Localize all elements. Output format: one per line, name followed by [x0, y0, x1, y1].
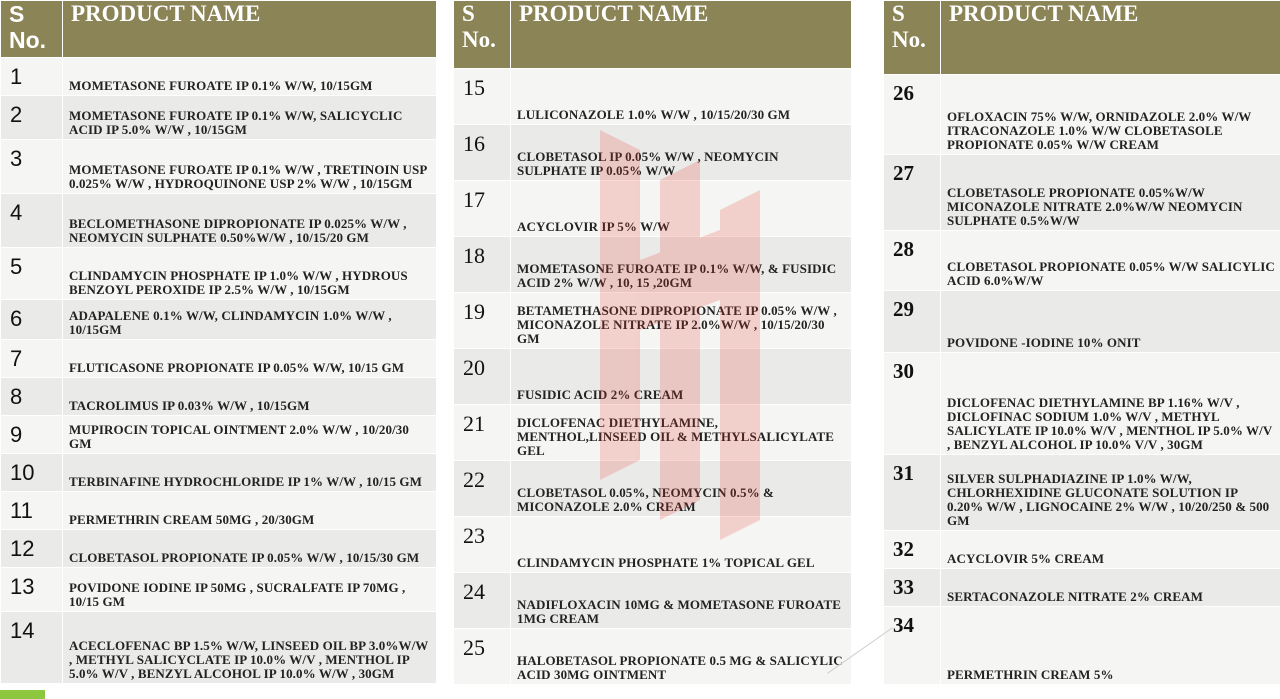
serial-number: 15 — [454, 69, 511, 125]
table-row — [884, 155, 1280, 231]
serial-number: 31 — [884, 455, 941, 531]
table-row — [884, 455, 1280, 531]
serial-number: 21 — [454, 405, 511, 461]
product-table-3 — [883, 0, 1280, 685]
table-row — [454, 181, 852, 237]
product-name: BETAMETHASONE DIPROPIONATE IP 0.05% W/W , MICONAZOLE NITRATE IP 2.0%W/W , 10/15/20/30 GM — [511, 293, 852, 349]
product-name: CLINDAMYCIN PHOSPHATE IP 1.0% W/W , HYDROUS BENZOYL PEROXIDE IP 2.5% W/W , 10/15GM — [63, 248, 437, 300]
serial-number: 23 — [454, 517, 511, 573]
table-row — [1, 96, 437, 140]
product-name-header: PRODUCT NAME — [63, 1, 437, 58]
table-row — [454, 405, 852, 461]
product-name: NADIFLOXACIN 10MG & MOMETASONE FUROATE 1MG CREAM — [511, 573, 852, 629]
table-row — [454, 349, 852, 405]
table-row — [454, 629, 852, 685]
product-name: MUPIROCIN TOPICAL OINTMENT 2.0% W/W , 10/20/30 GM — [63, 416, 437, 454]
table-row — [1, 612, 437, 684]
product-name: CLOBETASOL PROPIONATE IP 0.05% W/W , 10/15/30 GM — [63, 530, 437, 568]
serial-number: 24 — [454, 573, 511, 629]
serial-number: 25 — [454, 629, 511, 685]
table-row — [884, 291, 1280, 353]
serial-number: 8 — [1, 378, 63, 416]
table-header-row — [884, 1, 1280, 75]
table-row — [1, 568, 437, 612]
product-name: FUSIDIC ACID 2% CREAM — [511, 349, 852, 405]
serial-number: 16 — [454, 125, 511, 181]
table-row — [1, 492, 437, 530]
product-name: MOMETASONE FUROATE IP 0.1% W/W, 10/15GM — [63, 58, 437, 96]
table-row — [454, 517, 852, 573]
table-row — [1, 194, 437, 248]
serial-number: 5 — [1, 248, 63, 300]
table-row — [1, 58, 437, 96]
product-name: BECLOMETHASONE DIPROPIONATE IP 0.025% W/W , NEOMYCIN SULPHATE 0.50%W/W , 10/15/20 GM — [63, 194, 437, 248]
product-name: CLOBETASOLE PROPIONATE 0.05%W/W MICONAZOLE NITRATE 2.0%W/W NEOMYCIN SULPHATE 0.5%W/W — [941, 155, 1280, 231]
serial-number: 18 — [454, 237, 511, 293]
product-name: PERMETHRIN CREAM 5% — [941, 607, 1280, 685]
product-table-1 — [0, 0, 437, 684]
table-row — [1, 454, 437, 492]
table-row — [1, 378, 437, 416]
serial-number: 26 — [884, 75, 941, 155]
product-name: TACROLIMUS IP 0.03% W/W , 10/15GM — [63, 378, 437, 416]
product-name: POVIDONE IODINE IP 50MG , SUCRALFATE IP 70MG , 10/15 GM — [63, 568, 437, 612]
product-name: HALOBETASOL PROPIONATE 0.5 MG & SALICYLIC ACID 30MG OINTMENT — [511, 629, 852, 685]
product-name: FLUTICASONE PROPIONATE IP 0.05% W/W, 10/15 GM — [63, 340, 437, 378]
table-row — [884, 569, 1280, 607]
table-row — [884, 75, 1280, 155]
table-row — [884, 607, 1280, 685]
product-name: MOMETASONE FUROATE IP 0.1% W/W, SALICYCLIC ACID IP 5.0% W/W , 10/15GM — [63, 96, 437, 140]
serial-number: 22 — [454, 461, 511, 517]
table-row — [1, 300, 437, 340]
product-name: OFLOXACIN 75% W/W, ORNIDAZOLE 2.0% W/W ITRACONAZOLE 1.0% W/W CLOBETASOLE PROPIONATE 0.05% W/W CREAM — [941, 75, 1280, 155]
product-name: ACECLOFENAC BP 1.5% W/W, LINSEED OIL BP 3.0%W/W , METHYL SALICYCLATE IP 10.0% W/V , MENTHOL IP 5.0% W/V , BENZYL ALCOHOL IP 10.0% W/W , 30GM — [63, 612, 437, 684]
serial-number: 28 — [884, 231, 941, 291]
product-name-header: PRODUCT NAME — [941, 1, 1280, 75]
product-name: ACYCLOVIR 5% CREAM — [941, 531, 1280, 569]
serial-number: 33 — [884, 569, 941, 607]
product-name: ADAPALENE 0.1% W/W, CLINDAMYCIN 1.0% W/W , 10/15GM — [63, 300, 437, 340]
table-row — [454, 461, 852, 517]
product-name: MOMETASONE FUROATE IP 0.1% W/W, & FUSIDIC ACID 2% W/W , 10, 15 ,20GM — [511, 237, 852, 293]
serial-number: 10 — [1, 454, 63, 492]
product-name: ACYCLOVIR IP 5% W/W — [511, 181, 852, 237]
product-name: CLOBETASOL PROPIONATE 0.05% W/W SALICYLIC ACID 6.0%W/W — [941, 231, 1280, 291]
product-name: PERMETHRIN CREAM 50MG , 20/30GM — [63, 492, 437, 530]
product-name: SILVER SULPHADIAZINE IP 1.0% W/W, CHLORHEXIDINE GLUCONATE SOLUTION IP 0.20% W/W , LIGNOCAINE 2% W/W , 10/20/250 & 500 GM — [941, 455, 1280, 531]
product-name: DICLOFENAC DIETHYLAMINE, MENTHOL,LINSEED OIL & METHYLSALICYLATE GEL — [511, 405, 852, 461]
product-name: POVIDONE -IODINE 10% ONIT — [941, 291, 1280, 353]
serial-number: 2 — [1, 96, 63, 140]
serial-number: 4 — [1, 194, 63, 248]
serial-number: 27 — [884, 155, 941, 231]
serial-number: 20 — [454, 349, 511, 405]
serial-number: 34 — [884, 607, 941, 685]
serial-number: 11 — [1, 492, 63, 530]
serial-number: 12 — [1, 530, 63, 568]
serial-number: 14 — [1, 612, 63, 684]
product-name: CLOBETASOL IP 0.05% W/W , NEOMYCIN SULPHATE IP 0.05% W/W — [511, 125, 852, 181]
table-row — [454, 237, 852, 293]
table-row — [884, 531, 1280, 569]
product-name: MOMETASONE FUROATE IP 0.1% W/W , TRETINOIN USP 0.025% W/W , HYDROQUINONE USP 2% W/W , 10/15GM — [63, 140, 437, 194]
serial-number: 32 — [884, 531, 941, 569]
serial-number: 30 — [884, 353, 941, 455]
serial-number: 1 — [1, 58, 63, 96]
table-row — [454, 293, 852, 349]
product-name: CLOBETASOL 0.05%, NEOMYCIN 0.5% & MICONAZOLE 2.0% CREAM — [511, 461, 852, 517]
table-row — [884, 231, 1280, 291]
sno-header: S No. — [1, 1, 63, 58]
serial-number: 3 — [1, 140, 63, 194]
table-row — [1, 248, 437, 300]
table-row — [1, 416, 437, 454]
table-row — [454, 573, 852, 629]
table-row — [1, 530, 437, 568]
table-row — [454, 69, 852, 125]
product-name-header: PRODUCT NAME — [511, 1, 852, 69]
table-row — [454, 125, 852, 181]
product-name: DICLOFENAC DIETHYLAMINE BP 1.16% W/V , DICLOFINAC SODIUM 1.0% W/V , METHYL SALICYLATE IP 10.0% W/V , MENTHOL IP 5.0% W/V , BENZYL ALCOHOL IP 10.0% V/V , 30GM — [941, 353, 1280, 455]
sno-header: S No. — [454, 1, 511, 69]
serial-number: 29 — [884, 291, 941, 353]
serial-number: 6 — [1, 300, 63, 340]
product-name: CLINDAMYCIN PHOSPHATE 1% TOPICAL GEL — [511, 517, 852, 573]
table-header-row — [1, 1, 437, 58]
serial-number: 9 — [1, 416, 63, 454]
product-name: SERTACONAZOLE NITRATE 2% CREAM — [941, 569, 1280, 607]
product-table-2 — [453, 0, 852, 685]
table-row — [1, 340, 437, 378]
table-row — [884, 353, 1280, 455]
serial-number: 19 — [454, 293, 511, 349]
accent-strip — [0, 690, 45, 699]
sno-header: S No. — [884, 1, 941, 75]
table-header-row — [454, 1, 852, 69]
table-row — [1, 140, 437, 194]
product-name: TERBINAFINE HYDROCHLORIDE IP 1% W/W , 10/15 GM — [63, 454, 437, 492]
serial-number: 7 — [1, 340, 63, 378]
product-name: LULICONAZOLE 1.0% W/W , 10/15/20/30 GM — [511, 69, 852, 125]
serial-number: 13 — [1, 568, 63, 612]
serial-number: 17 — [454, 181, 511, 237]
